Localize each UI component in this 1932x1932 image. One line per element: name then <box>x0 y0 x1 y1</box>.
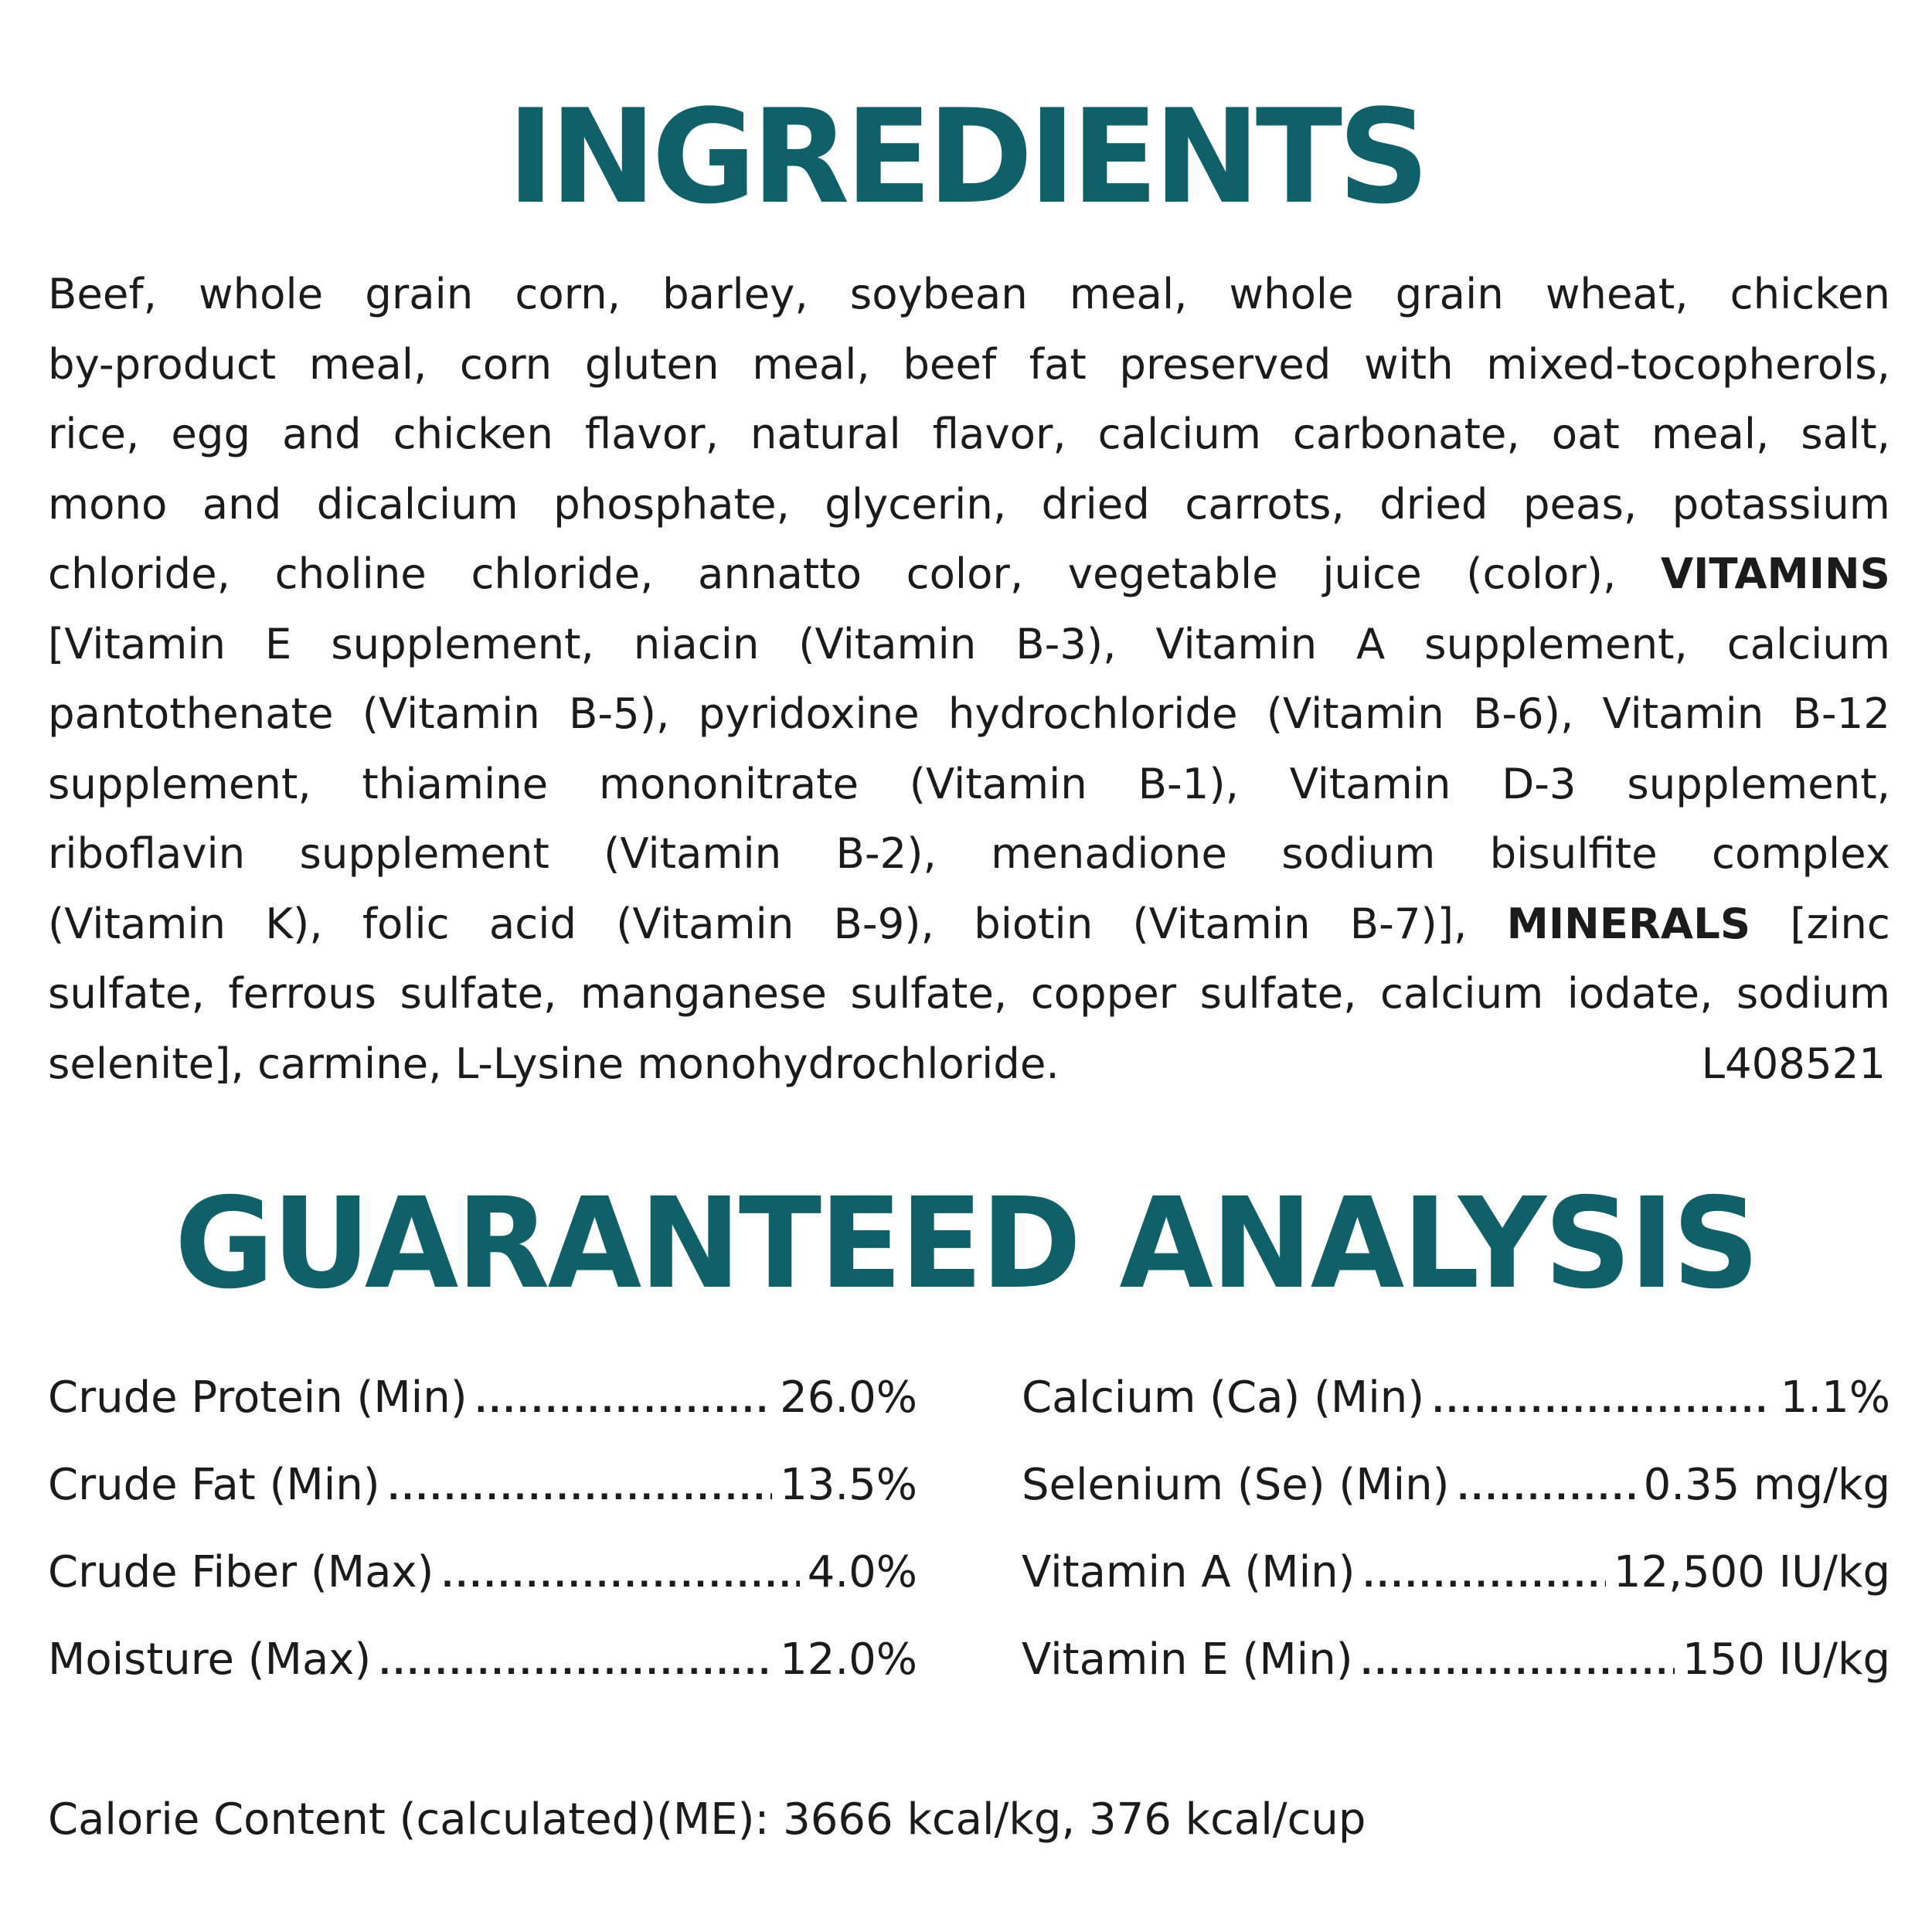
ingredient-word: sulfate, <box>48 968 205 1018</box>
ingredient-word: flavor, <box>584 409 719 458</box>
ingredient-word: Beef, <box>48 269 157 318</box>
ingredient-word: barley, <box>662 269 808 318</box>
ingredient-word: MINERALS <box>1506 898 1751 948</box>
ingredient-word: sulfate, <box>400 968 557 1018</box>
ingredient-word: manganese <box>580 968 827 1018</box>
ingredient-word: annatto <box>698 549 862 598</box>
analysis-value: 4.0% <box>807 1547 917 1597</box>
analysis-label: Calcium (Ca) (Min) <box>1022 1372 1425 1423</box>
analysis-value: 0.35 mg/kg <box>1643 1460 1890 1510</box>
ingredient-word: mono <box>48 478 168 529</box>
ingredient-word: B-3), <box>1015 618 1117 668</box>
analysis-value: 12.0% <box>780 1634 917 1685</box>
lot-code: L408521 <box>1701 1038 1886 1088</box>
dot-leader <box>441 1533 799 1621</box>
ingredient-word: calcium <box>1726 618 1890 668</box>
ingredient-word: with <box>1364 338 1454 389</box>
ingredient-word: (Vitamin <box>1132 898 1311 948</box>
ingredient-word: biotin <box>974 898 1094 948</box>
analysis-row <box>48 1529 917 1616</box>
ingredient-word: K), <box>265 898 323 948</box>
ingredient-word: thiamine <box>362 758 549 808</box>
ingredient-word: (Vitamin <box>798 618 977 668</box>
dot-leader <box>1361 1621 1675 1708</box>
ingredient-word: sodium <box>1281 828 1436 878</box>
ingredient-word: peas, <box>1522 478 1638 529</box>
ingredient-word: meal, <box>308 338 427 389</box>
analysis-value: 150 IU/kg <box>1682 1634 1890 1685</box>
ingredients-line <box>48 469 1890 539</box>
ingredient-word: folic <box>362 898 450 948</box>
ingredient-word: copper <box>1030 968 1177 1018</box>
ingredient-word: supplement, <box>48 758 311 808</box>
ingredient-word: grain <box>1395 269 1504 318</box>
ingredient-word: (Vitamin <box>616 898 794 948</box>
ingredient-word: corn <box>459 338 553 389</box>
analysis-row <box>1022 1354 1890 1441</box>
ingredient-word: meal, <box>1651 409 1770 458</box>
ingredient-word: wheat, <box>1545 269 1689 318</box>
ingredient-word: meal, <box>752 338 870 389</box>
analysis-label: Moisture (Max) <box>48 1634 372 1685</box>
ingredient-word: (color), <box>1466 549 1617 598</box>
ingredient-word: B-5), <box>569 689 670 738</box>
calorie-content: Calorie Content (calculated)(ME): 3666 kcal/kg, 376 kcal/cup <box>48 1794 1366 1845</box>
analysis-label: Vitamin E (Min) <box>1022 1634 1353 1685</box>
ingredient-word: B-1), <box>1138 758 1239 808</box>
guaranteed-analysis-heading: GUARANTEED ANALYSIS <box>174 1172 1758 1317</box>
ingredients-heading: INGREDIENTS <box>507 81 1425 233</box>
ingredient-word: (Vitamin <box>909 758 1087 808</box>
ingredient-word: ferrous <box>228 968 377 1018</box>
analysis-label: Vitamin A (Min) <box>1022 1547 1355 1597</box>
analysis-label: Crude Protein (Min) <box>48 1372 468 1423</box>
ingredients-line <box>48 958 1890 1029</box>
ingredient-word: pantothenate <box>48 689 334 738</box>
dot-leader <box>379 1621 772 1708</box>
analysis-right-column <box>1022 1354 1890 1703</box>
ingredient-word: (Vitamin <box>362 689 540 738</box>
ingredient-word: and <box>282 409 362 458</box>
ingredient-word: vegetable <box>1067 549 1278 598</box>
ingredient-word: B-12 <box>1792 689 1890 738</box>
analysis-value: 12,500 IU/kg <box>1613 1547 1890 1597</box>
ingredient-word: beef <box>903 338 997 389</box>
ingredient-word: bisulfite <box>1489 828 1658 878</box>
ingredient-word: sulfate, <box>1199 968 1357 1018</box>
ingredient-word: hydrochloride <box>947 689 1238 738</box>
ingredient-word: [zinc <box>1790 898 1890 948</box>
ingredient-word: oat <box>1551 409 1620 458</box>
ingredient-word: acid <box>488 898 577 948</box>
ingredient-word: glycerin, <box>825 478 1007 529</box>
ingredient-word: VITAMINS <box>1660 549 1890 598</box>
ingredient-word: menadione <box>991 828 1227 878</box>
ingredient-word: supplement, <box>1627 758 1890 808</box>
ingredients-line <box>48 818 1890 889</box>
analysis-label: Crude Fiber (Max) <box>48 1547 434 1597</box>
analysis-row <box>48 1354 917 1441</box>
ingredient-word: color, <box>906 549 1024 598</box>
ingredients-line <box>48 329 1890 400</box>
ingredients-line <box>48 609 1890 679</box>
dot-leader <box>1457 1446 1635 1533</box>
ingredient-word: mononitrate <box>598 758 859 808</box>
ingredient-word: and <box>202 478 282 529</box>
ingredient-word: flavor, <box>932 409 1066 458</box>
ingredient-word: chloride, <box>471 549 654 598</box>
ingredient-word: gluten <box>584 338 719 389</box>
ingredient-word: riboflavin <box>48 828 246 878</box>
ingredient-word: (Vitamin <box>48 898 226 948</box>
ingredient-word: corn, <box>515 269 621 318</box>
ingredient-word: Vitamin <box>1289 758 1451 808</box>
ingredients-line <box>48 539 1890 609</box>
analysis-value: 1.1% <box>1780 1372 1890 1423</box>
ingredient-word: A <box>1356 618 1386 668</box>
analysis-row <box>1022 1441 1890 1529</box>
ingredient-word: phosphate, <box>553 478 790 529</box>
ingredient-word: salt, <box>1801 409 1890 458</box>
dot-leader <box>388 1446 772 1533</box>
analysis-left-column <box>48 1354 917 1703</box>
ingredient-word: whole <box>1229 269 1354 318</box>
ingredient-word: dried <box>1379 478 1488 529</box>
ingredient-word: [Vitamin <box>48 618 226 668</box>
analysis-row <box>48 1616 917 1703</box>
ingredient-word: calcium <box>1097 409 1261 458</box>
ingredients-last-line-text: selenite], carmine, L-Lysine monohydrochloride. <box>48 1038 1060 1088</box>
ingredient-word: egg <box>171 409 251 458</box>
ingredients-line <box>48 679 1890 749</box>
ingredient-word: supplement <box>299 828 549 878</box>
ingredient-word: B-9), <box>833 898 934 948</box>
ingredient-word: by-product <box>48 338 277 389</box>
ingredient-word: chicken <box>393 409 553 458</box>
ingredient-word: (Vitamin <box>604 828 782 878</box>
ingredient-word: sulfate, <box>850 968 1008 1018</box>
ingredient-word: carrots, <box>1185 478 1345 529</box>
ingredients-line <box>48 749 1890 819</box>
ingredient-word: B-2), <box>835 828 937 878</box>
ingredient-word: preserved <box>1119 338 1332 389</box>
ingredient-word: mixed-tocopherols, <box>1486 338 1890 389</box>
ingredient-word: dicalcium <box>316 478 519 529</box>
ingredient-word: dried <box>1041 478 1150 529</box>
ingredient-word: (Vitamin <box>1266 689 1444 738</box>
dot-leader <box>1432 1359 1773 1446</box>
ingredient-word: whole <box>199 269 324 318</box>
analysis-row <box>48 1441 917 1529</box>
ingredient-word: Vitamin <box>1155 618 1318 668</box>
ingredients-line <box>48 889 1890 959</box>
ingredient-word: supplement, <box>331 618 594 668</box>
ingredients-list <box>48 259 1890 1098</box>
ingredient-word: juice <box>1322 549 1422 598</box>
ingredient-word: pyridoxine <box>698 689 920 738</box>
ingredient-word: chloride, <box>48 549 230 598</box>
ingredient-word: Vitamin <box>1602 689 1764 738</box>
ingredient-word: B-7)], <box>1349 898 1468 948</box>
ingredient-word: chicken <box>1730 269 1890 318</box>
ingredient-word: E <box>264 618 292 668</box>
ingredient-word: natural <box>750 409 901 458</box>
dot-leader <box>1362 1533 1605 1621</box>
ingredient-word: choline <box>274 549 427 598</box>
ingredient-word: iodate, <box>1566 968 1713 1018</box>
ingredient-word: supplement, <box>1424 618 1688 668</box>
ingredients-line <box>48 399 1890 469</box>
analysis-value: 26.0% <box>780 1372 917 1423</box>
analysis-label: Crude Fat (Min) <box>48 1460 380 1510</box>
analysis-value: 13.5% <box>780 1460 917 1510</box>
ingredient-word: niacin <box>633 618 760 668</box>
ingredient-word: grain <box>365 269 474 318</box>
dot-leader <box>475 1359 773 1446</box>
ingredient-word: carbonate, <box>1292 409 1520 458</box>
ingredient-word: D-3 <box>1502 758 1577 808</box>
ingredient-word: meal, <box>1069 269 1188 318</box>
ingredient-word: calcium <box>1379 968 1544 1018</box>
ingredient-word: complex <box>1712 828 1890 878</box>
ingredient-word: rice, <box>48 409 140 458</box>
ingredients-line <box>48 259 1890 329</box>
ingredient-word: fat <box>1029 338 1087 389</box>
ingredient-word: potassium <box>1672 478 1890 529</box>
ingredient-word: sodium <box>1736 968 1890 1018</box>
ingredient-word: soybean <box>849 269 1028 318</box>
ingredients-last-line <box>48 1029 1890 1099</box>
analysis-label: Selenium (Se) (Min) <box>1022 1460 1450 1510</box>
ingredient-word: B-6), <box>1472 689 1574 738</box>
analysis-row <box>1022 1529 1890 1616</box>
analysis-row <box>1022 1616 1890 1703</box>
